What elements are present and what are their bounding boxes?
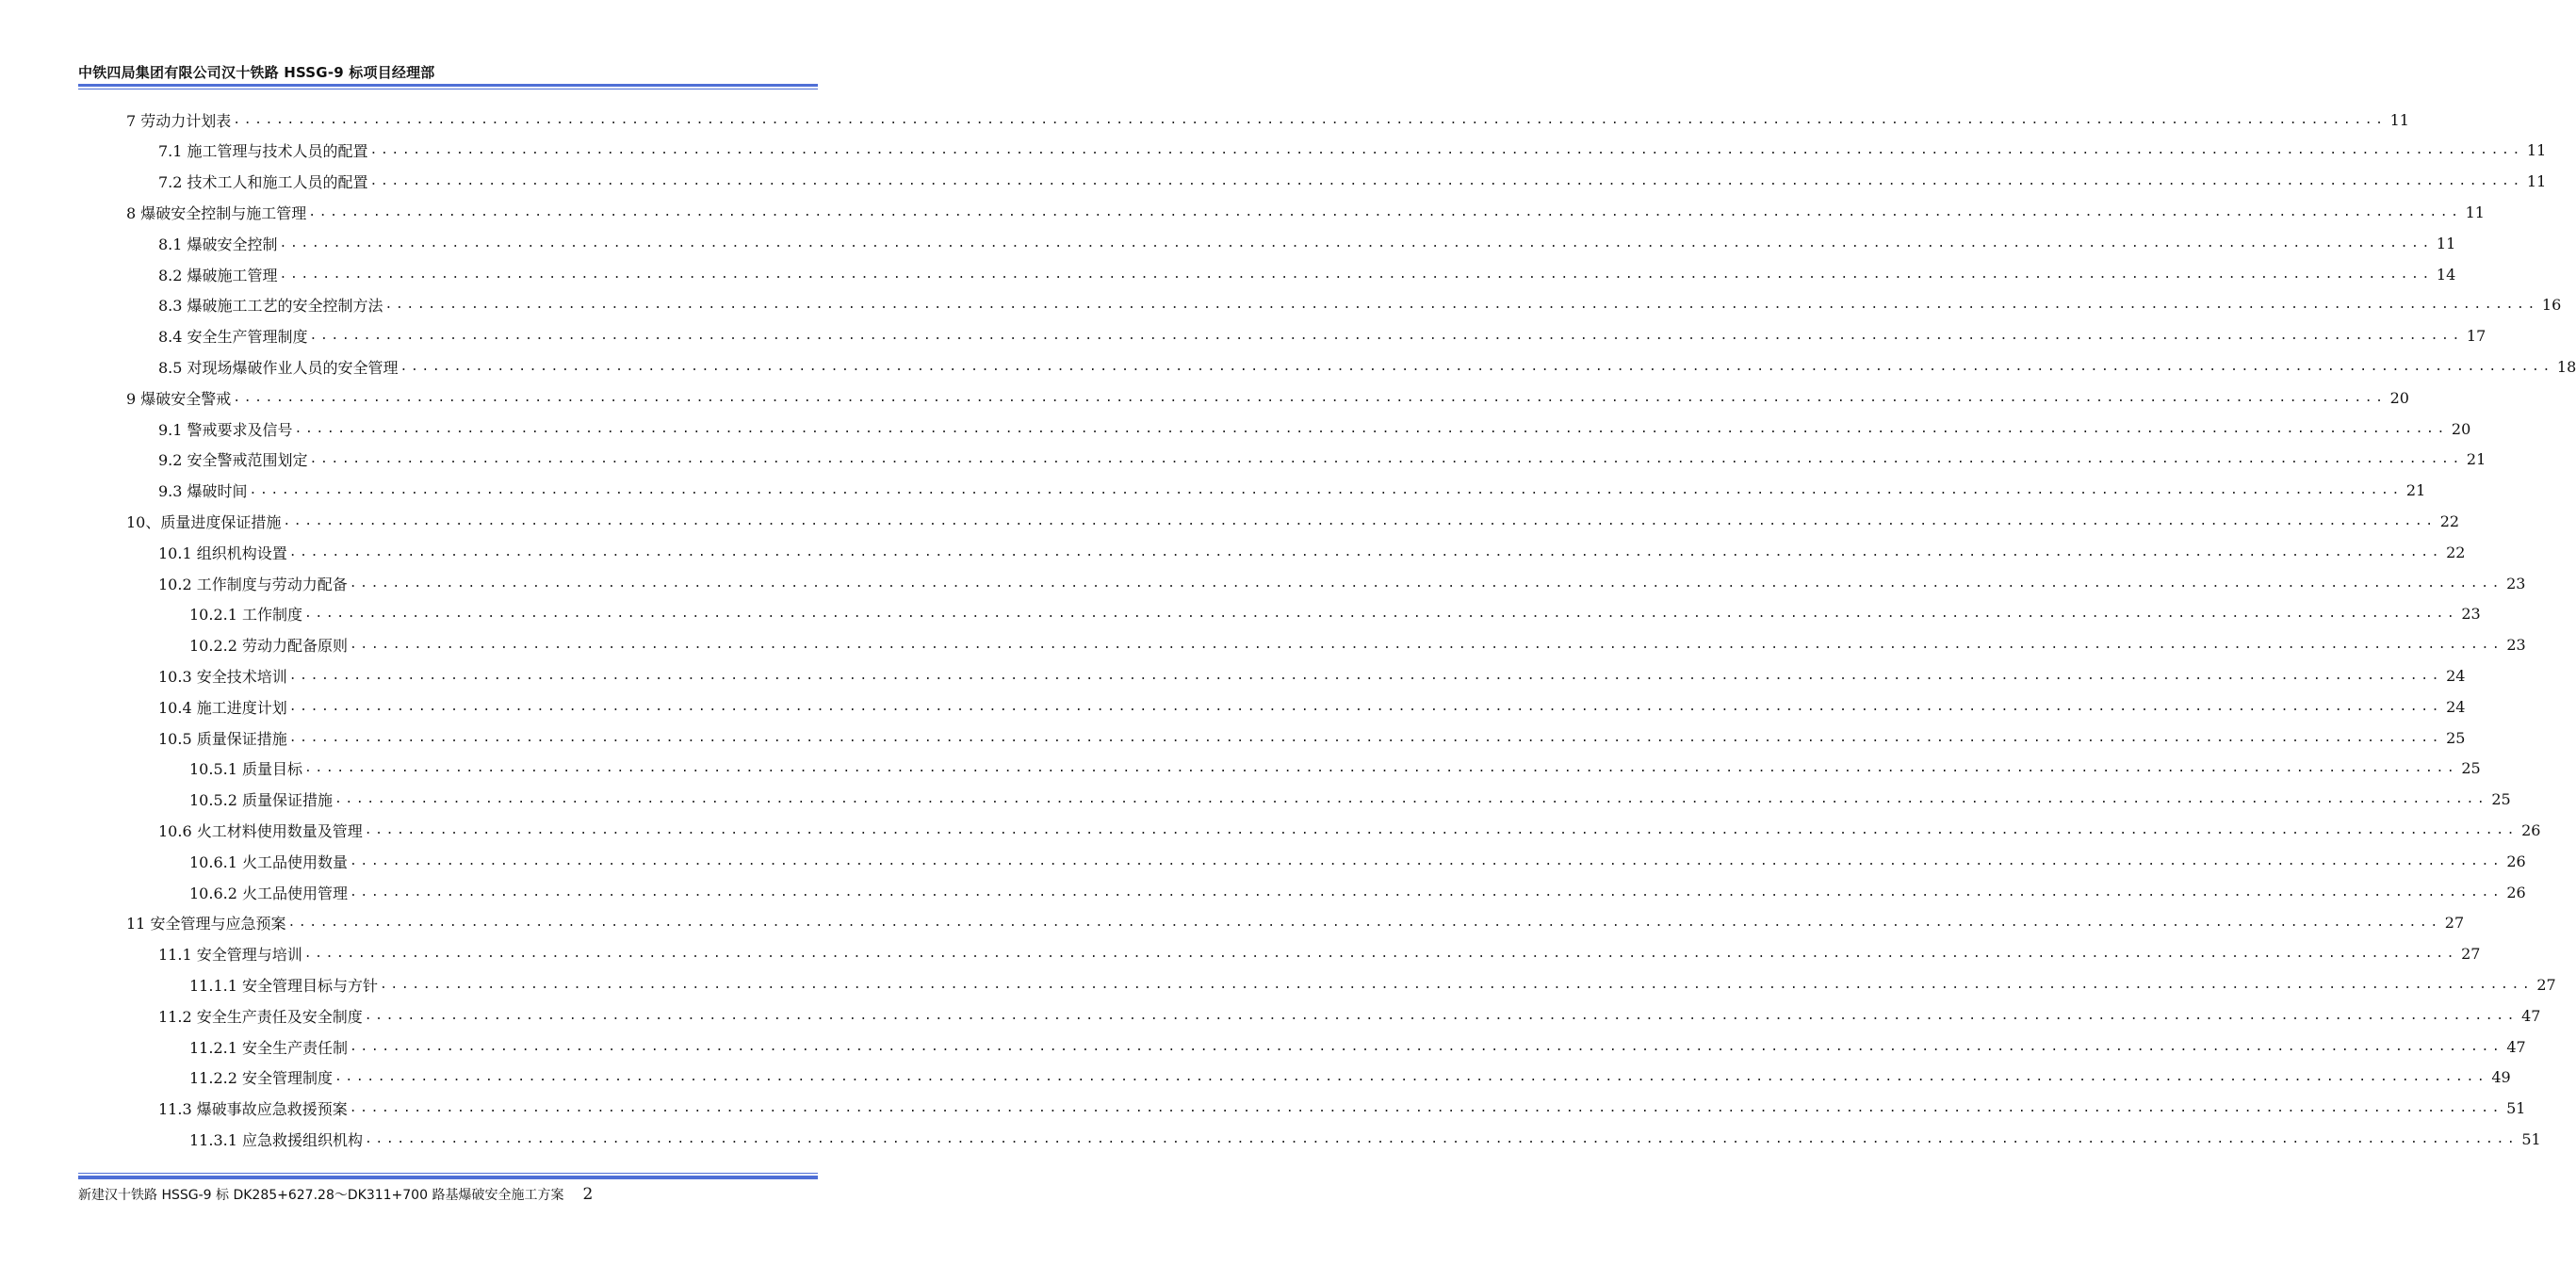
toc-entry-page: 14 [2436,265,2456,284]
toc-entry-title: 11.2.1 安全生产责任制 [189,1038,348,1057]
toc-entry-title: 7.2 技术工人和施工人员的配置 [158,173,368,192]
toc-dot-leader: ........................................................................................................................................................................................................ [349,576,2503,591]
toc-entry-title: 11.1 安全管理与培训 [158,946,302,965]
toc-entry-page: 11 [2389,110,2409,129]
toc-dot-leader: ........................................................................................................................................................................................................ [279,235,2433,251]
toc-dot-leader: ........................................................................................................................................................................................................ [249,483,2403,498]
toc-entry[interactable] [158,939,2481,969]
toc-dot-leader: ........................................................................................................................................................................................................ [364,822,2519,837]
toc-entry-title: 11.2 安全生产责任及安全制度 [158,1007,363,1026]
toc-dot-leader: ........................................................................................................................................................................................................ [303,947,2458,962]
toc-entry-page: 16 [2541,296,2562,315]
toc-dot-leader: ........................................................................................................................................................................................................ [294,421,2448,436]
footer-rule-thick [78,1176,818,1179]
toc-entry[interactable] [158,290,2562,320]
page-footer [78,1185,818,1204]
toc-entry[interactable] [158,691,2466,722]
toc-entry-title: 8.1 爆破安全控制 [158,235,278,253]
toc-entry-title: 10.2.1 工作制度 [189,606,302,625]
toc-dot-leader: ........................................................................................................................................................................................................ [283,513,2437,528]
toc-entry-title: 10.4 施工进度计划 [158,698,287,717]
toc-entry[interactable] [126,506,2460,536]
toc-entry-page: 25 [2491,790,2511,809]
toc-dot-leader: ........................................................................................................................................................................................................ [288,544,2443,560]
toc-dot-leader: ........................................................................................................................................................................................................ [288,699,2443,714]
toc-entry[interactable] [158,167,2547,197]
toc-dot-leader: ........................................................................................................................................................................................................ [233,390,2387,405]
toc-entry[interactable] [158,722,2466,753]
toc-entry-title: 8 爆破安全控制与施工管理 [126,203,307,222]
toc-dot-leader: ........................................................................................................................................................................................................ [303,607,2458,622]
header-rule-thick [78,84,818,87]
toc-entry-title: 11 安全管理与应急预案 [126,915,286,933]
toc-entry-title: 10.5.2 质量保证措施 [189,791,333,810]
toc-entry[interactable] [158,815,2541,845]
toc-entry[interactable] [158,228,2456,258]
toc-entry[interactable] [158,1000,2541,1031]
footer-page-number: 2 [582,1185,594,1204]
toc-dot-leader: ........................................................................................................................................................................................................ [379,977,2534,992]
toc-entry-page: 22 [2446,543,2466,561]
toc-entry-page: 18 [2556,357,2576,376]
toc-entry-title: 9.1 警戒要求及信号 [158,420,293,439]
toc-entry-page: 27 [2461,945,2481,964]
toc-entry[interactable] [158,259,2456,289]
toc-entry[interactable] [189,1124,2541,1154]
toc-entry-page: 47 [2521,1006,2541,1025]
toc-entry[interactable] [189,1063,2511,1093]
toc-entry-title: 10.6.2 火工品使用管理 [189,884,348,902]
toc-entry-title: 11.3.1 应急救援组织机构 [189,1130,363,1149]
toc-entry[interactable] [126,105,2409,135]
toc-dot-leader: ........................................................................................................................................................................................................ [287,916,2441,931]
toc-entry-page: 11 [2436,234,2456,252]
toc-dot-leader: ........................................................................................................................................................................................................ [288,668,2443,683]
toc-entry-page: 51 [2506,1099,2526,1118]
toc-dot-leader: ........................................................................................................................................................................................................ [349,638,2503,653]
toc-entry-page: 25 [2446,728,2466,747]
toc-entry-title: 9.2 安全警戒范围划定 [158,451,308,470]
toc-entry[interactable] [189,785,2511,815]
toc-entry-title: 11.1.1 安全管理目标与方针 [189,976,378,995]
toc-entry-page: 23 [2461,605,2481,624]
toc-entry[interactable] [189,846,2526,876]
toc-entry[interactable] [126,382,2409,413]
toc-entry-title: 10.5 质量保证措施 [158,729,287,748]
toc-entry-page: 26 [2521,820,2541,839]
toc-entry[interactable] [189,969,2556,999]
toc-entry-page: 24 [2446,697,2466,716]
footer-rule-thin [78,1173,818,1174]
toc-entry[interactable] [126,908,2465,938]
toc-entry-title: 10.1 组织机构设置 [158,544,287,562]
page-header-title: 中铁四局集团有限公司汉十铁路 HSSG-9 标项目经理部 [78,64,435,81]
toc-entry-page: 23 [2506,636,2526,655]
toc-entry-page: 47 [2506,1037,2526,1056]
toc-dot-leader: ........................................................................................................................................................................................................ [303,761,2458,776]
toc-dot-leader: ........................................................................................................................................................................................................ [349,1039,2503,1054]
footer-title: 新建汉十铁路 HSSG-9 标 DK285+627.28～DK311+700 路基爆破安全施工方案 [78,1188,564,1203]
toc-dot-leader: ........................................................................................................................................................................................................ [308,204,2462,219]
toc-entry-title: 8.2 爆破施工管理 [158,266,278,284]
toc-entry-page: 22 [2439,511,2460,530]
toc-entry-title: 10.6.1 火工品使用数量 [189,852,348,871]
toc-entry-title: 8.4 安全生产管理制度 [158,328,308,347]
toc-entry-title: 7.1 施工管理与技术人员的配置 [158,142,368,161]
toc-entry[interactable] [189,1031,2526,1062]
toc-entry[interactable] [158,568,2526,598]
toc-entry-title: 8.5 对现场爆破作业人员的安全管理 [158,358,399,377]
toc-entry-title: 9.3 爆破时间 [158,482,248,501]
toc-dot-leader: ........................................................................................................................................................................................................ [349,885,2503,900]
toc-entry-title: 7 劳动力计划表 [126,111,232,130]
toc-entry-page: 27 [2536,975,2556,994]
toc-dot-leader: ........................................................................................................................................................................................................ [369,174,2523,189]
toc-entry[interactable] [189,754,2481,784]
toc-entry[interactable] [189,599,2481,629]
toc-dot-leader: ........................................................................................................................................................................................................ [364,1008,2519,1023]
toc-entry-title: 10、质量进度保证措施 [126,512,282,531]
toc-dot-leader: ........................................................................................................................................................................................................ [233,112,2387,127]
toc-dot-leader: ........................................................................................................................................................................................................ [334,1070,2488,1085]
toc-dot-leader: ........................................................................................................................................................................................................ [384,298,2538,313]
toc-entry[interactable] [158,414,2471,444]
toc-entry-page: 11 [2526,172,2547,191]
toc-entry-page: 26 [2506,883,2526,901]
toc-entry-page: 21 [2405,481,2426,500]
toc-dot-leader: ........................................................................................................................................................................................................ [349,853,2503,868]
toc-entry-title: 10.3 安全技术培训 [158,667,287,686]
toc-dot-leader: ........................................................................................................................................................................................................ [369,143,2523,158]
toc-entry-title: 11.2.2 安全管理制度 [189,1069,333,1088]
toc-entry[interactable] [158,660,2466,690]
toc-entry-page: 23 [2506,574,2526,592]
toc-entry-page: 11 [2526,141,2547,160]
toc-entry[interactable] [189,877,2526,907]
toc-dot-leader: ........................................................................................................................................................................................................ [309,452,2463,467]
toc-entry[interactable] [158,476,2426,506]
toc-entry-page: 49 [2491,1068,2511,1087]
toc-entry-title: 10.2 工作制度与劳动力配备 [158,575,348,593]
toc-dot-leader: ........................................................................................................................................................................................................ [399,359,2553,374]
toc-dot-leader: ........................................................................................................................................................................................................ [364,1131,2519,1146]
toc-entry-page: 20 [2389,388,2409,407]
toc-entry[interactable] [189,630,2526,660]
toc-entry-page: 17 [2466,327,2486,346]
toc-entry-page: 27 [2444,914,2465,933]
toc-entry-page: 25 [2461,759,2481,778]
toc-entry[interactable] [158,537,2466,567]
toc-entry[interactable] [158,351,2576,381]
toc-entry-page: 11 [2465,203,2485,221]
toc-entry-title: 10.2.2 劳动力配备原则 [189,637,348,656]
toc-dot-leader: ........................................................................................................................................................................................................ [334,792,2488,807]
toc-entry-title: 8.3 爆破施工工艺的安全控制方法 [158,297,383,316]
toc-entry[interactable] [158,136,2547,166]
toc-dot-leader: ........................................................................................................................................................................................................ [349,1101,2503,1116]
toc-entry-page: 51 [2521,1129,2541,1148]
toc-entry-title: 9 爆破安全警戒 [126,389,232,408]
toc-dot-leader: ........................................................................................................................................................................................................ [309,329,2463,344]
toc-entry-title: 10.5.1 质量目标 [189,760,302,779]
toc-entry[interactable] [158,445,2486,475]
toc-entry-page: 26 [2506,852,2526,870]
toc-entry[interactable] [126,197,2485,227]
toc-entry-page: 24 [2446,666,2466,685]
toc-dot-leader: ........................................................................................................................................................................................................ [279,267,2433,282]
toc-entry-title: 11.3 爆破事故应急救援预案 [158,1100,348,1119]
toc-entry-title: 10.6 火工材料使用数量及管理 [158,821,363,840]
toc-dot-leader: ........................................................................................................................................................................................................ [288,730,2443,745]
toc-entry-page: 21 [2466,450,2486,469]
toc-entry-page: 20 [2451,419,2471,438]
toc-entry[interactable] [158,1094,2526,1124]
toc-entry[interactable] [158,321,2486,351]
